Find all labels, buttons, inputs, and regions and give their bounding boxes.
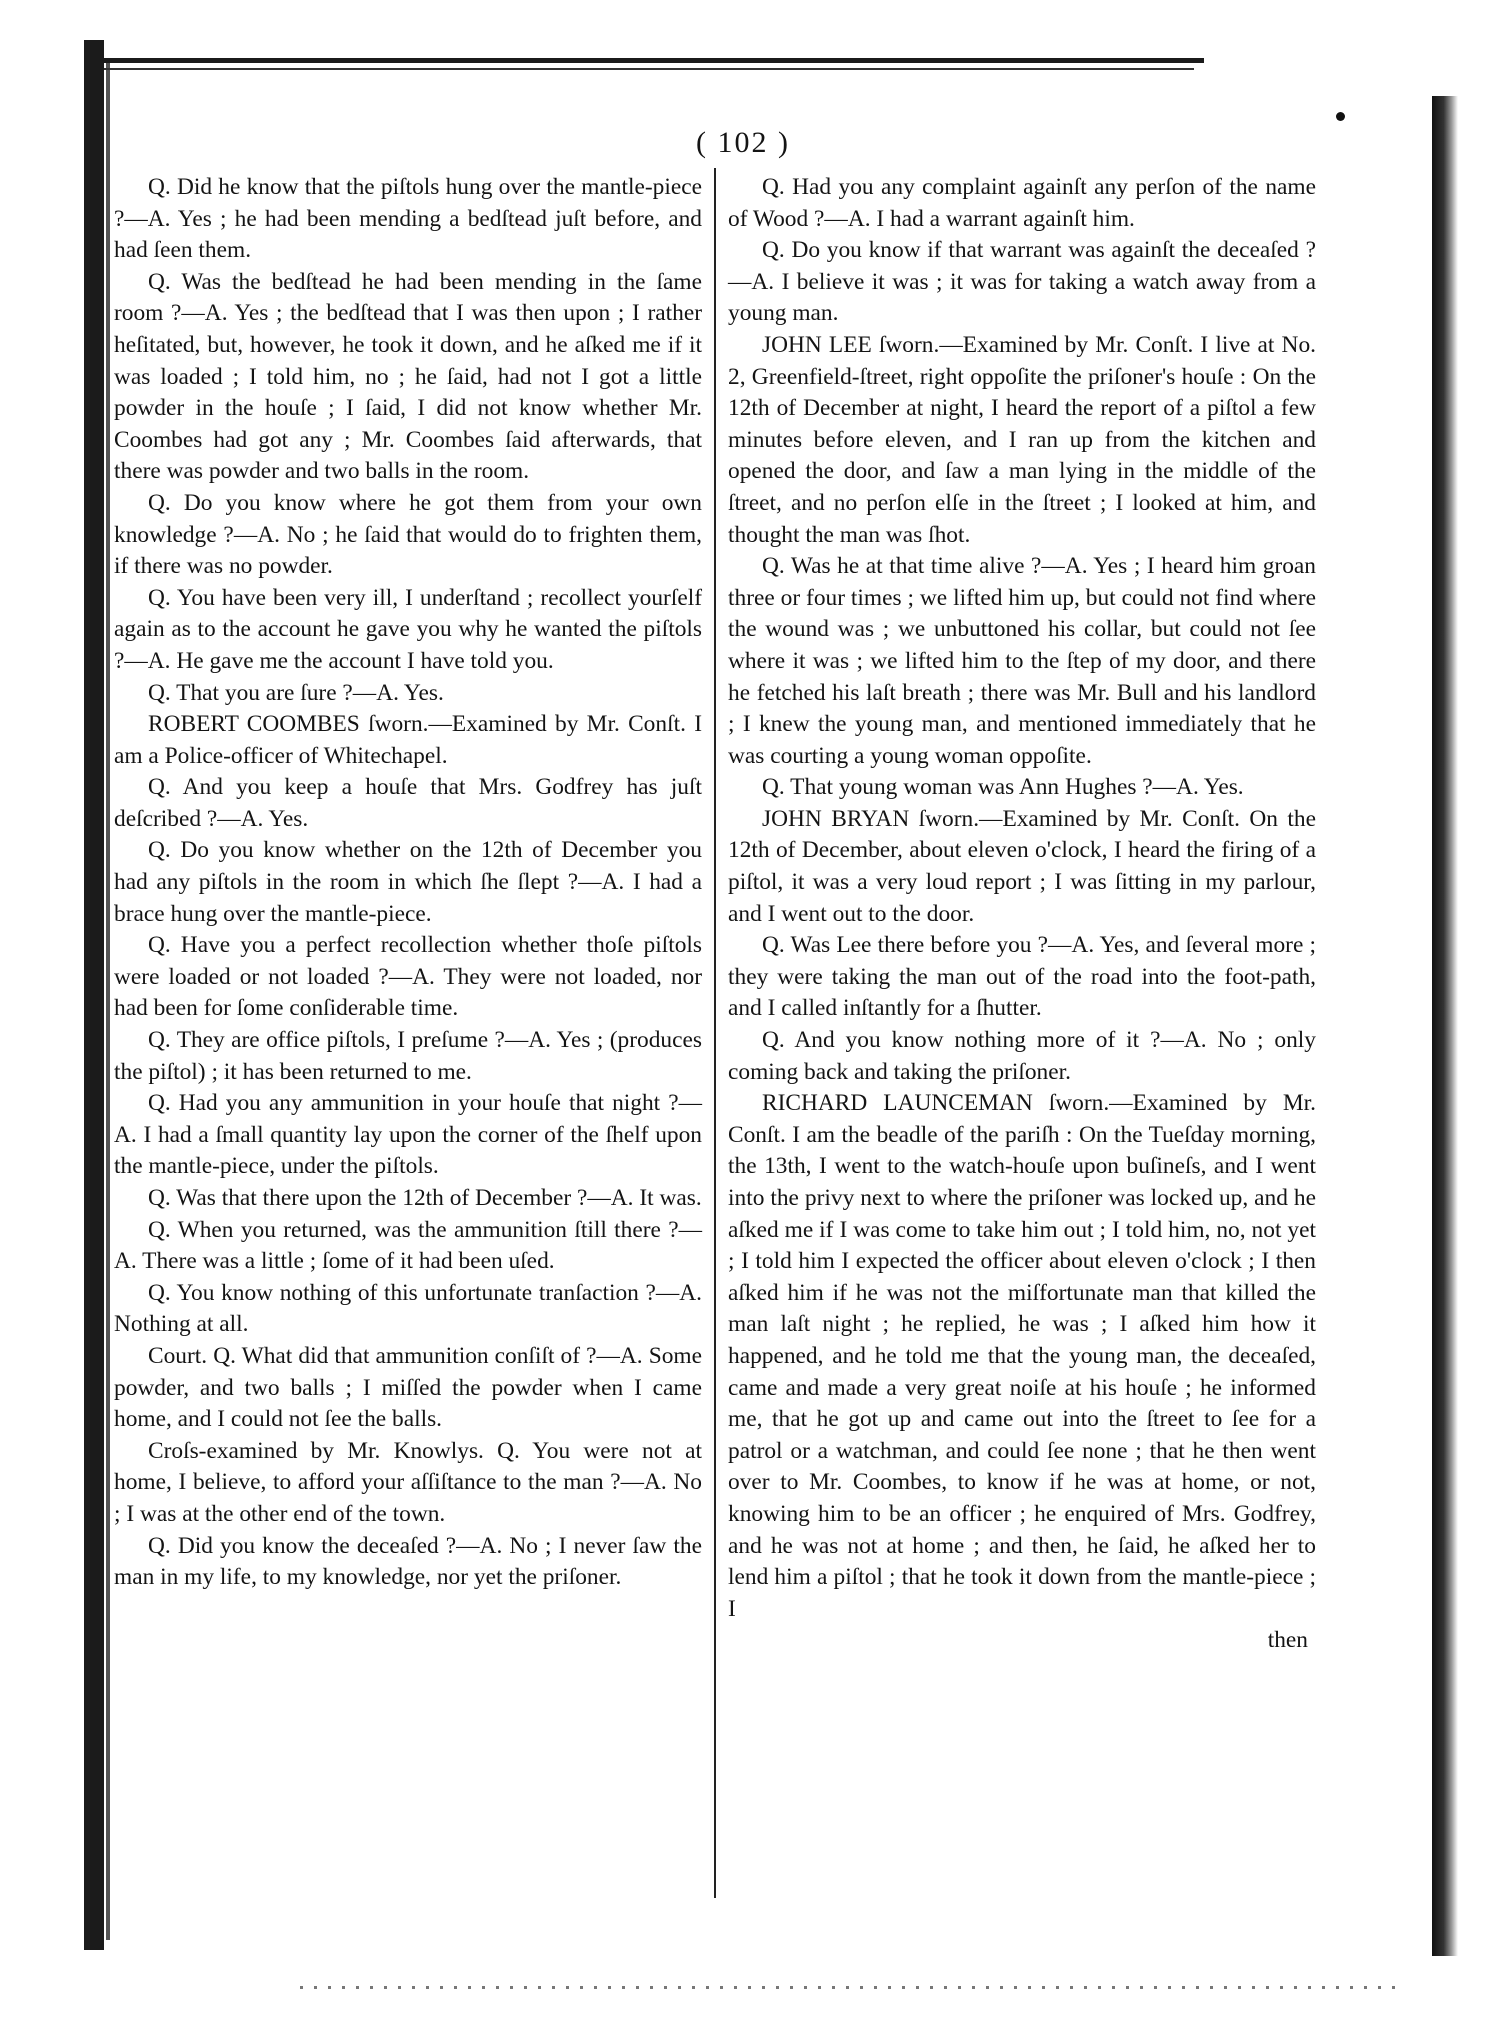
paragraph: Croſs-examined by Mr. Knowlys. Q. You were not at home, I believe, to afford your aſſiſtance to the man ?—A. No ; I was at the other end of the town. bbox=[114, 1437, 702, 1527]
paragraph: Q. Have you a perfect recollection whether thoſe piſtols were loaded or not loaded ?—A. They were not loaded, nor had been for ſome conſiderable time. bbox=[114, 932, 702, 1022]
paragraph: RICHARD LAUNCEMAN ſworn.—Examined by Mr. Conſt. I am the beadle of the pariſh : On the Tueſday morning, the 13th, I went to the watch-houſe upon buſineſs, and I went into the privy next to where the priſoner was locked up, and he aſked me if I was come to take him out ; I told him, no, not yet ; I told him I expected the officer about eleven o'clock ; I then aſked him if he was not the miſfortunate man that killed the man laſt night ; he replied, he was ; I aſked him how it happened, and he told me that the young man, the deceaſed, came and made a very great noiſe at his houſe ; he informed me, that he got up and came out into the ſtreet to ſee for a patrol or a watchman, and could ſee none ; that he then went over to Mr. Coombes, to know if he was at home, or not, knowing him to be an officer ; he enquired of Mrs. Godfrey, and he was not at home ; and then, he ſaid, he aſked her to lend him a piſtol ; that he took it down from the mantle-piece ; I bbox=[728, 1090, 1316, 1622]
paragraph: Q. You know nothing of this unfortunate tranſaction ?—A. Nothing at all. bbox=[114, 1279, 702, 1338]
paragraph: JOHN BRYAN ſworn.—Examined by Mr. Conſt. On the 12th of December, about eleven o'clock, I heard the firing of a piſtol, it was a very loud report ; I was ſitting in my parlour, and I went out to the door. bbox=[728, 805, 1316, 927]
page-number: ( 102 ) bbox=[696, 126, 790, 159]
paragraph: JOHN LEE ſworn.—Examined by Mr. Conſt. I live at No. 2, Greenfield-ſtreet, right oppoſite the priſoner's houſe : On the 12th of December at night, I heard the report of a piſtol a few minutes before eleven, and I ran up from the kitchen and opened the door, and ſaw a man lying in the middle of the ſtreet, and no perſon elſe in the ſtreet ; I looked at him, and thought the man was ſhot. bbox=[728, 331, 1316, 548]
paragraph: Q. Do you know if that warrant was againſt the deceaſed ?—A. I believe it was ; it was for taking a watch away from a young man. bbox=[728, 237, 1316, 327]
bottom-scan-noise bbox=[300, 1986, 1400, 1989]
left-column bbox=[114, 172, 702, 1594]
paragraph: Court. Q. What did that ammunition conſiſt of ?—A. Some powder, and two balls ; I miſſed the powder when I came home, and I could not ſee the balls. bbox=[114, 1342, 702, 1433]
top-rule-thin bbox=[104, 68, 1194, 70]
paragraph: Q. Did you know the deceaſed ?—A. No ; I never ſaw the man in my life, to my knowledge, nor yet the priſoner. bbox=[114, 1532, 702, 1591]
scan-left-edge-inner bbox=[106, 60, 110, 1940]
paragraph: Q. Did he know that the piſtols hung over the mantle-piece ?—A. Yes ; he had been mending a bedſtead juſt before, and had ſeen them. bbox=[114, 174, 702, 264]
paragraph: Q. You have been very ill, I underſtand ; recollect yourſelf again as to the account he gave you why he wanted the piſtols ?—A. He gave me the account I have told you. bbox=[114, 584, 702, 674]
paragraph: Q. And you keep a houſe that Mrs. Godfrey has juſt deſcribed ?—A. Yes. bbox=[114, 774, 702, 832]
column-divider bbox=[714, 168, 716, 1898]
paragraph: Q. Was that there upon the 12th of December ?—A. It was. bbox=[148, 1185, 702, 1211]
scan-right-edge bbox=[1432, 96, 1458, 1956]
paragraph: Q. Do you know where he got them from your own knowledge ?—A. No ; he ſaid that would do to frighten them, if there was no powder. bbox=[114, 489, 702, 580]
paragraph: Q. Was he at that time alive ?—A. Yes ; I heard him groan three or four times ; we lifted him up, but could not find where the wound was ; we unbuttoned his collar, but could not ſee where it was ; we lifted him to the ſtep of my door, and there he fetched his laſt breath ; there was Mr. Bull and his landlord ; I knew the young man, and mentioned immediately that he was courting a young woman oppoſite. bbox=[728, 553, 1316, 769]
top-rule bbox=[104, 58, 1204, 63]
paragraph: Q. When you returned, was the ammunition ſtill there ?—A. There was a little ; ſome of it had been uſed. bbox=[114, 1216, 702, 1275]
paragraph: Q. Was Lee there before you ?—A. Yes, and ſeveral more ; they were taking the man out of the road into the foot-path, and I called inſtantly for a ſhutter. bbox=[728, 932, 1316, 1022]
paragraph: ROBERT COOMBES ſworn.—Examined by Mr. Conſt. I am a Police-officer of Whitechapel. bbox=[114, 711, 702, 769]
paragraph: Q. And you know nothing more of it ?—A. No ; only coming back and taking the priſoner. bbox=[728, 1027, 1316, 1085]
paragraph: Q. That you are ſure ?—A. Yes. bbox=[148, 679, 444, 706]
paragraph: Q. They are office piſtols, I preſume ?—A. Yes ; (produces the piſtol) ; it has been returned to me. bbox=[114, 1027, 702, 1085]
scan-left-edge bbox=[84, 40, 104, 1950]
catchword: then bbox=[1267, 1627, 1308, 1654]
paragraph: Q. Do you know whether on the 12th of December you had any piſtols in the room in which ſhe ſlept ?—A. I had a brace hung over the mantle-piece. bbox=[114, 837, 702, 927]
paragraph: Q. Had you any ammunition in your houſe that night ?—A. I had a ſmall quantity lay upon the corner of the ſhelf upon the mantle-piece, under the piſtols. bbox=[114, 1090, 702, 1180]
ink-dot bbox=[1336, 112, 1345, 121]
paragraph: Q. Was the bedſtead he had been mending in the ſame room ?—A. Yes ; the bedſtead that I was then upon ; I rather heſitated, but, however, he took it down, and he aſked me if it was loaded ; I told him, no ; he ſaid, had not I got a little powder in the houſe ; I ſaid, I did not know whether Mr. Coombes had got any ; Mr. Coombes ſaid afterwards, that there was powder and two balls in the room. bbox=[114, 268, 702, 485]
paragraph: Q. That young woman was Ann Hughes ?—A. Yes. bbox=[762, 774, 1244, 801]
paragraph: Q. Had you any complaint againſt any perſon of the name of Wood ?—A. I had a warrant againſt him. bbox=[728, 174, 1316, 232]
right-column bbox=[728, 172, 1316, 1657]
